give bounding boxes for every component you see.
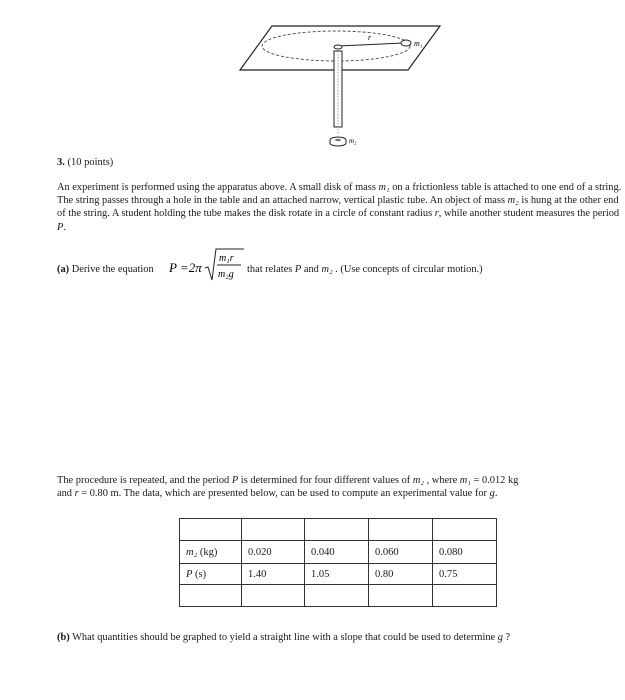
table-row-m2 [180,541,497,564]
procedure-text-4: = 0.012 kg and [57,475,519,500]
apparatus-figure [228,18,443,153]
table-cell-m2: 0.040 [305,541,369,564]
part-a-text-after-1: that relates [247,264,295,275]
procedure-r: r [74,488,79,500]
apparatus-diagram [228,18,443,153]
table-cell [433,519,497,541]
equation-lhs: P =2π [169,260,202,275]
weight-label: m₂ [349,137,357,145]
part-b [57,631,617,644]
intro-text-3: is hung at the other end of the string. A student holding the tube makes the disk rotate in a circle of constant radius [57,195,619,220]
data-table [179,518,497,607]
table-cell [369,519,433,541]
procedure-text-5: = 0.80 m. The data, which are presented below, can be used to compute an experimental value for [78,488,490,500]
equation-numerator: m₁r [219,253,234,264]
table-cell-P: 1.05 [305,564,369,585]
table-cell [305,519,369,541]
procedure-m1: m₁ [459,475,471,486]
procedure-text-3: , where [424,475,460,486]
intro-r: r [434,208,439,220]
table-cell [433,585,497,607]
part-a-prompt [57,263,154,276]
table-cell-m2: 0.060 [369,541,433,564]
table-header-P [180,564,242,585]
intro-text-2: on a frictionless table is attached to one end of a string. The string passes through a hole in the table and an attached narrow, vertical plastic tube. An object of mass [57,182,622,207]
table-cell [180,519,242,541]
period-equation [169,246,249,286]
P-unit: (s) [192,568,207,580]
intro-P: P [57,221,64,233]
part-b-g: g [497,632,503,643]
part-a-tail [247,263,483,276]
part-a [57,246,617,286]
table-header-m2 [180,541,242,564]
table-cell-P: 0.75 [433,564,497,585]
table-row-P [180,564,497,585]
table-cell [305,585,369,607]
part-a-text-before: Derive the equation [71,264,154,275]
intro-text-4: , while another student measures the period [438,208,620,220]
m2-unit: (kg) [197,546,218,558]
part-a-m2: m₂ [321,264,333,275]
intro-m1: m₁ [378,182,390,193]
table-row-blank-bottom [180,585,497,607]
table-row-blank-top [180,519,497,541]
part-b-label: (b) [57,632,70,643]
procedure-m2: m₂ [412,475,424,486]
table-cell-P: 1.40 [242,564,305,585]
weight-m2-hole [335,139,341,141]
procedure-g: g [489,488,495,500]
table-cell-P: 0.80 [369,564,433,585]
part-a-text-after-3: . (Use concepts of circular motion.) [332,264,483,275]
table-cell-m2: 0.020 [242,541,305,564]
part-a-label: (a) [57,264,70,275]
part-b-text: What quantities should be graphed to yield a straight line with a slope that could be used to determine [69,632,498,643]
m2-symbol: m₂ [186,546,198,558]
part-a-text-after-2: and [301,264,322,275]
question-header [57,157,113,168]
procedure-text-6: . [494,488,498,500]
table-cell-m2: 0.080 [433,541,497,564]
table-cell [242,585,305,607]
table-cell [180,585,242,607]
procedure-text-2: is determined for four different values of [238,475,413,486]
part-b-end: ? [502,632,511,643]
table-cell [242,519,305,541]
part-a-P: P [294,264,302,275]
procedure-P: P [231,475,239,486]
equation-denominator: m₂g [218,269,234,280]
intro-paragraph [57,181,623,234]
procedure-paragraph [57,474,527,500]
radius-label: r [368,33,372,42]
procedure-text-1: The procedure is repeated, and the period [57,475,232,486]
intro-text-5: . [63,221,66,233]
question-points: (10 points) [67,157,114,168]
intro-m2: m₂ [507,195,519,207]
question-number: 3. [57,157,65,168]
table-hole [334,45,342,49]
P-symbol: P [186,568,193,580]
intro-text-1: An experiment is performed using the apparatus above. A small disk of mass [57,182,379,193]
disk-label: m₁ [414,39,423,48]
disk-m1 [401,40,411,46]
table-cell [369,585,433,607]
plastic-tube [334,51,342,127]
